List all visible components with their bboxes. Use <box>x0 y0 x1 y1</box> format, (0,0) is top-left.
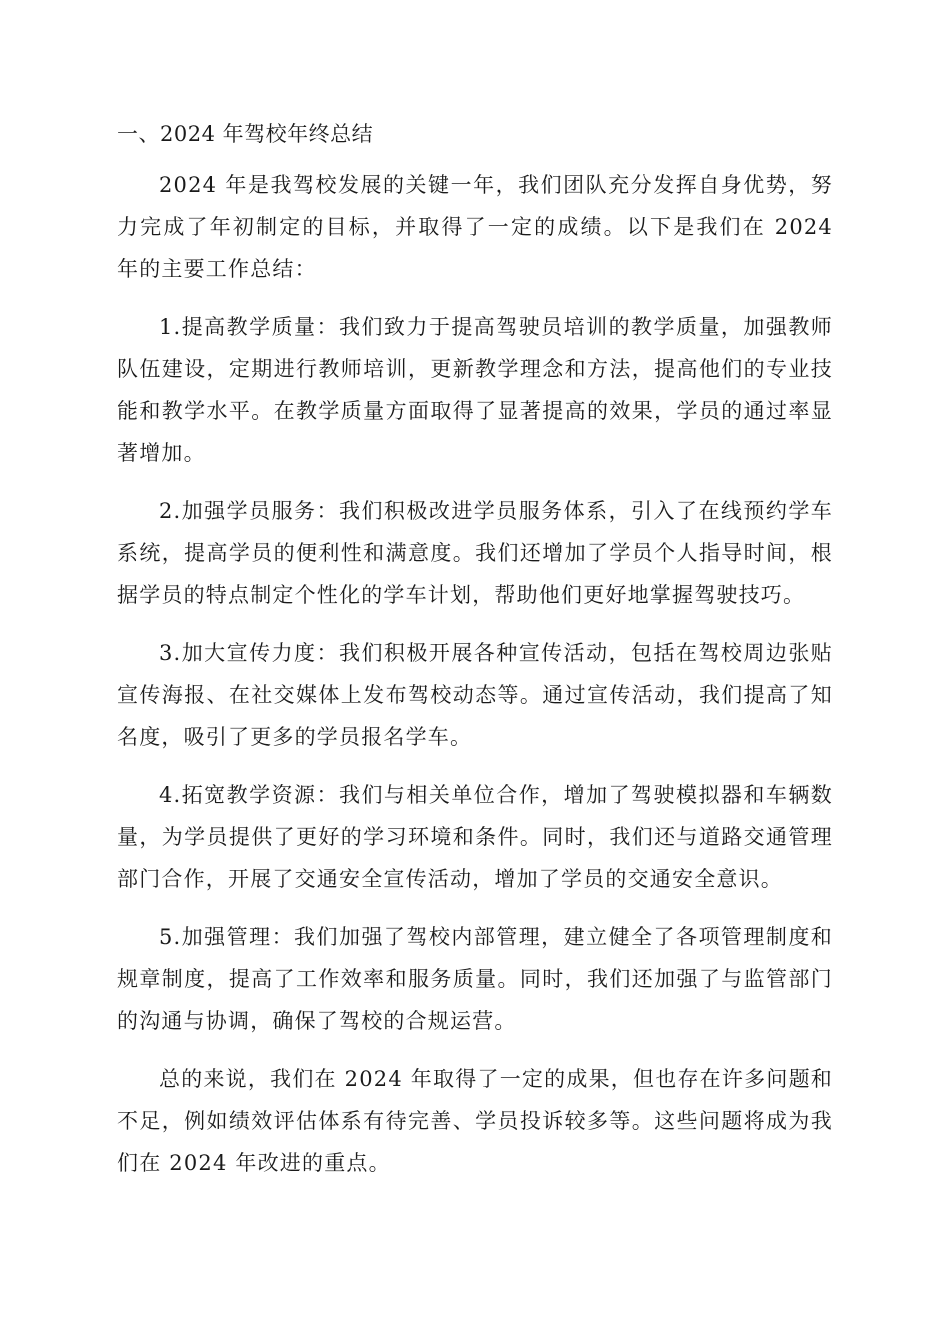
item-paragraph-5: 5.加强管理：我们加强了驾校内部管理，建立健全了各项管理制度和规章制度，提高了工作效率和服务质量。同时，我们还加强了与监管部门的沟通与协调，确保了驾校的合规运营。 <box>117 925 833 1033</box>
item-paragraph-1: 1.提高教学质量：我们致力于提高驾驶员培训的教学质量，加强教师队伍建设，定期进行教师培训，更新教学理念和方法，提高他们的专业技能和教学水平。在教学质量方面取得了显著提高的效果，学员的通过率显著增加。 <box>117 315 833 465</box>
intro-paragraph: 2024 年是我驾校发展的关键一年，我们团队充分发挥自身优势，努力完成了年初制定的目标，并取得了一定的成绩。以下是我们在 2024 年的主要工作总结： <box>117 173 833 281</box>
item-paragraph-3: 3.加大宣传力度：我们积极开展各种宣传活动，包括在驾校周边张贴宣传海报、在社交媒体上发布驾校动态等。通过宣传活动，我们提高了知名度，吸引了更多的学员报名学车。 <box>117 641 833 749</box>
section-heading: 一、2024 年驾校年终总结 <box>117 122 374 146</box>
item-paragraph-2: 2.加强学员服务：我们积极改进学员服务体系，引入了在线预约学车系统，提高学员的便利性和满意度。我们还增加了学员个人指导时间，根据学员的特点制定个性化的学车计划，帮助他们更好地掌握驾驶技巧。 <box>117 499 833 607</box>
conclusion-paragraph: 总的来说，我们在 2024 年取得了一定的成果，但也存在许多问题和不足，例如绩效评估体系有待完善、学员投诉较多等。这些问题将成为我们在 2024 年改进的重点。 <box>117 1067 833 1175</box>
document-page <box>117 113 833 1200</box>
item-paragraph-4: 4.拓宽教学资源：我们与相关单位合作，增加了驾驶模拟器和车辆数量，为学员提供了更好的学习环境和条件。同时，我们还与道路交通管理部门合作，开展了交通安全宣传活动，增加了学员的交通安全意识。 <box>117 783 833 891</box>
